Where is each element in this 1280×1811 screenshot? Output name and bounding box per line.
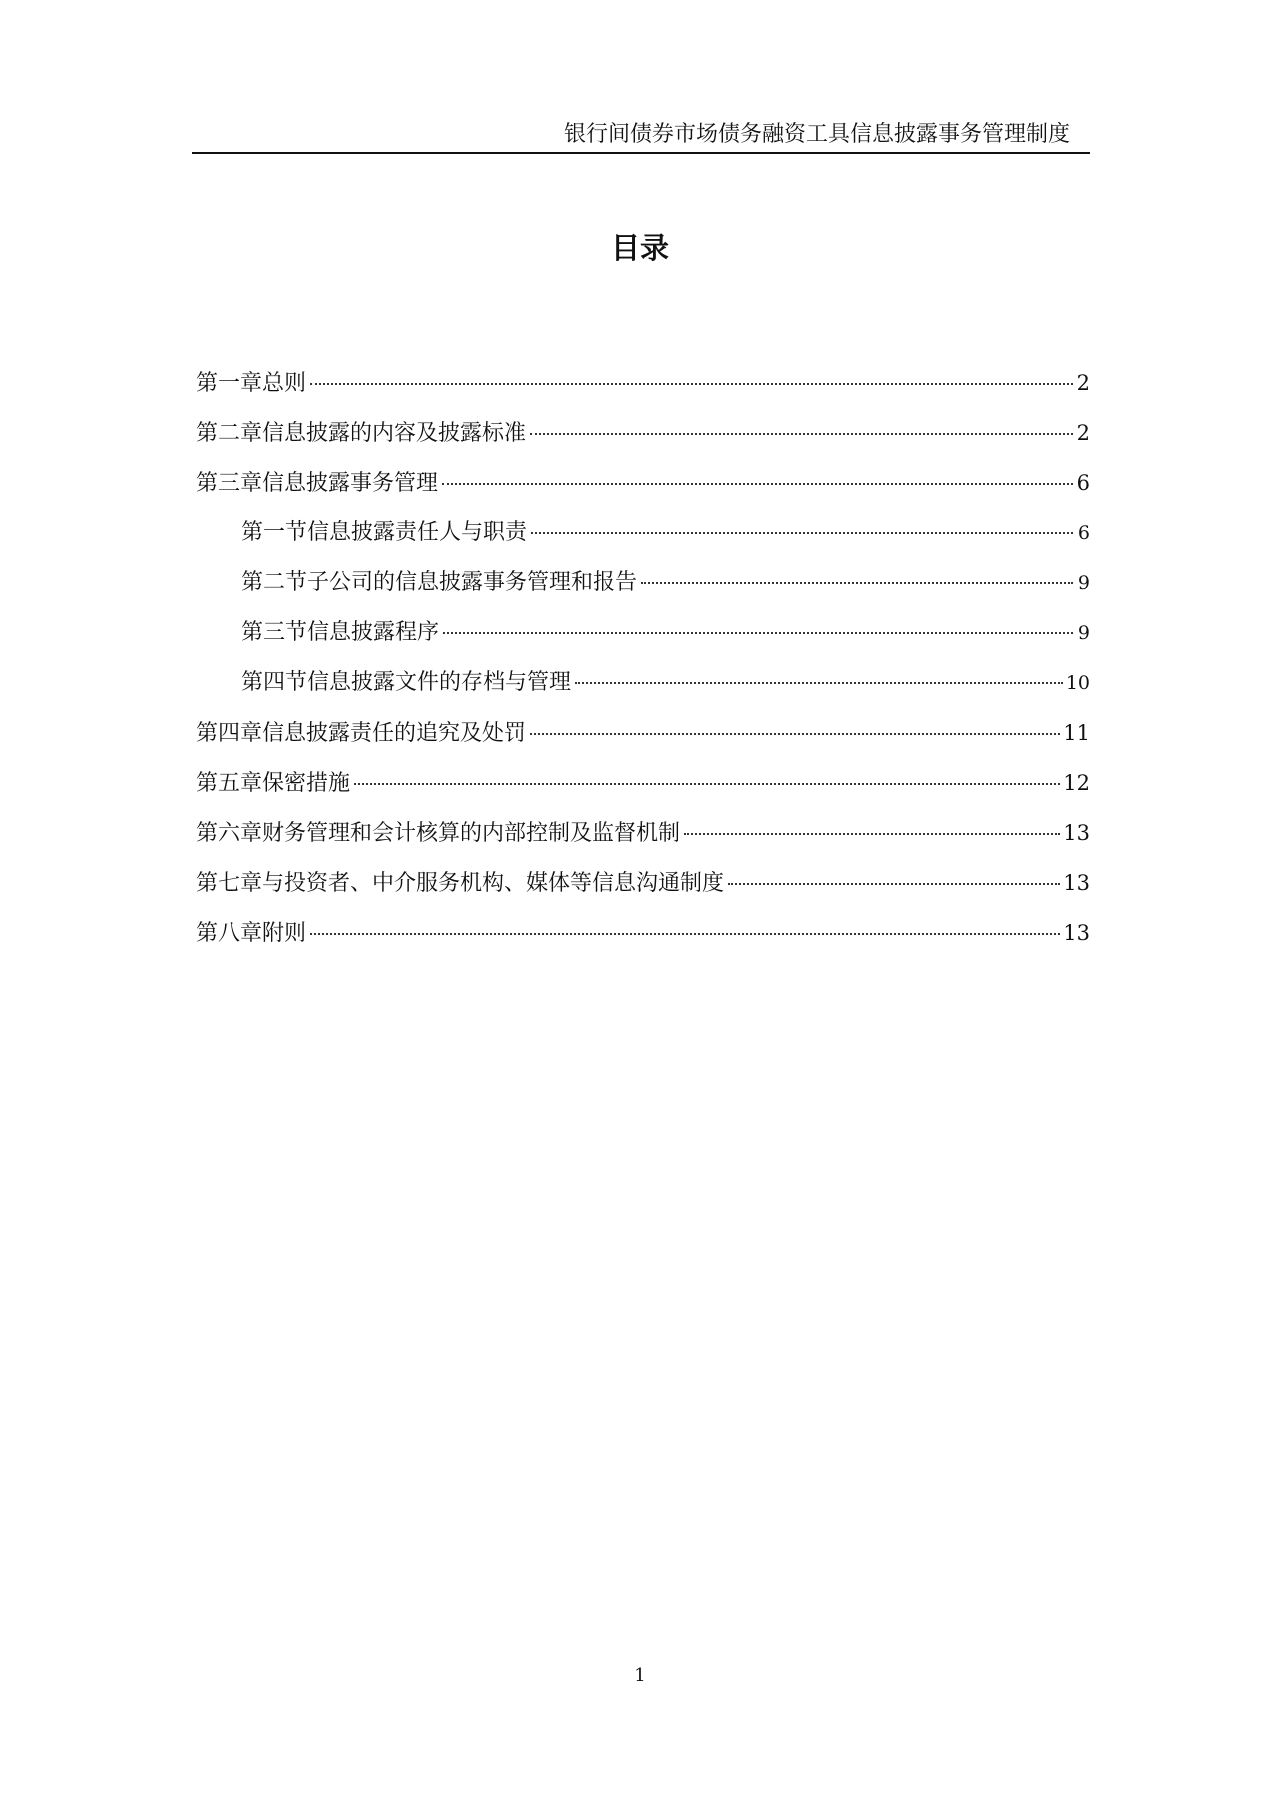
- toc-entry-page: 13: [1063, 821, 1090, 845]
- dot-leader: [530, 433, 1073, 435]
- toc-entry-chapter-8[interactable]: [196, 912, 1090, 954]
- toc-entry-chapter-5[interactable]: [196, 762, 1090, 804]
- toc-entry-section-3-4[interactable]: [196, 662, 1090, 704]
- toc-entry-label: 第五章保密措施: [196, 771, 351, 796]
- toc-entry-chapter-6[interactable]: [196, 812, 1090, 854]
- toc-entry-page: 13: [1063, 921, 1090, 945]
- toc-entry-page: 9: [1077, 622, 1090, 644]
- toc-list: [196, 362, 1090, 962]
- dot-leader: [310, 383, 1073, 385]
- dot-leader: [442, 483, 1073, 485]
- header-title: 银行间债券市场债务融资工具信息披露事务管理制度: [563, 122, 1070, 147]
- toc-entry-chapter-3[interactable]: [196, 462, 1090, 504]
- toc-entry-label: 第一节信息披露责任人与职责: [241, 520, 528, 545]
- toc-entry-label: 第四章信息披露责任的追究及处罚: [196, 721, 527, 746]
- toc-entry-label: 第一章总则: [196, 371, 307, 396]
- toc-entry-label: 第三节信息披露程序: [241, 620, 440, 645]
- toc-entry-page: 11: [1063, 721, 1090, 745]
- toc-entry-label: 第三章信息披露事务管理: [196, 471, 439, 496]
- toc-title: 目录: [610, 231, 669, 265]
- dot-leader: [575, 682, 1063, 684]
- page-header: [192, 118, 1090, 154]
- dot-leader: [443, 632, 1073, 634]
- toc-entry-chapter-7[interactable]: [196, 862, 1090, 904]
- page-number: 1: [634, 1665, 646, 1686]
- toc-entry-label: 第二章信息披露的内容及披露标准: [196, 421, 527, 446]
- dot-leader: [354, 783, 1060, 785]
- toc-entry-label: 第四节信息披露文件的存档与管理: [241, 670, 572, 695]
- toc-entry-label: 第二节子公司的信息披露事务管理和报告: [241, 570, 638, 595]
- toc-entry-section-3-1[interactable]: [196, 512, 1090, 554]
- toc-entry-section-3-2[interactable]: [196, 562, 1090, 604]
- dot-leader: [310, 933, 1060, 935]
- toc-entry-page: 13: [1063, 871, 1090, 895]
- toc-entry-page: 6: [1077, 522, 1090, 544]
- dot-leader: [530, 733, 1060, 735]
- toc-entry-page: 6: [1076, 471, 1090, 495]
- toc-entry-label: 第六章财务管理和会计核算的内部控制及监督机制: [196, 821, 681, 846]
- dot-leader: [684, 833, 1060, 835]
- toc-entry-page: 12: [1063, 771, 1090, 795]
- toc-entry-page: 2: [1076, 421, 1090, 445]
- dot-leader: [641, 582, 1073, 584]
- toc-entry-chapter-4[interactable]: [196, 712, 1090, 754]
- toc-entry-chapter-1[interactable]: [196, 362, 1090, 404]
- toc-entry-page: 2: [1076, 371, 1090, 395]
- dot-leader: [728, 883, 1060, 885]
- toc-entry-page: 9: [1077, 572, 1090, 594]
- toc-entry-chapter-2[interactable]: [196, 412, 1090, 454]
- dot-leader: [531, 532, 1073, 534]
- toc-entry-section-3-3[interactable]: [196, 612, 1090, 654]
- toc-entry-label: 第八章附则: [196, 921, 307, 946]
- toc-entry-label: 第七章与投资者、中介服务机构、媒体等信息沟通制度: [196, 871, 725, 896]
- toc-entry-page: 10: [1065, 672, 1090, 694]
